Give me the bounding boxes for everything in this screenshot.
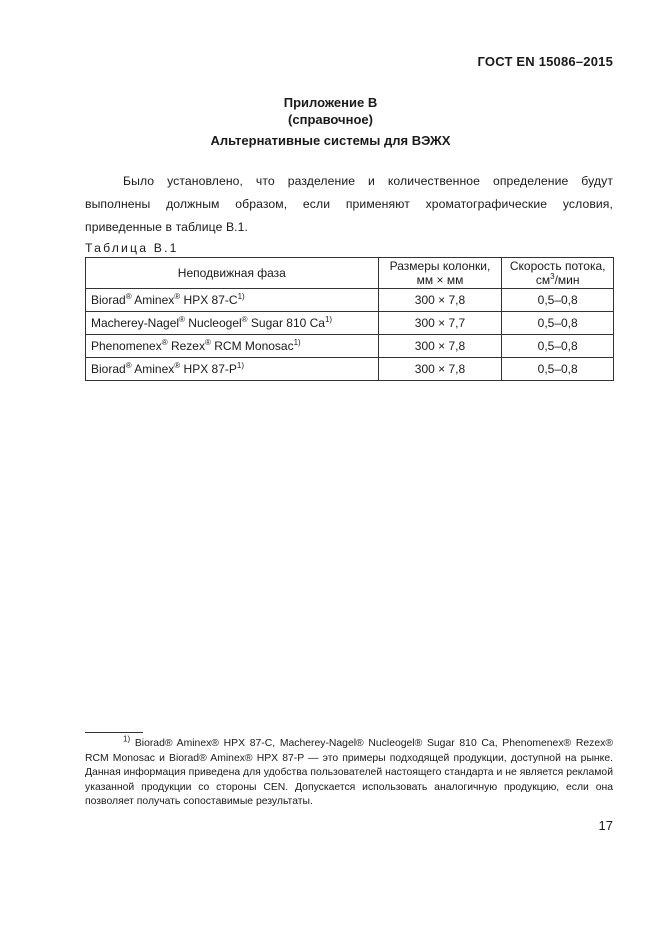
flow-cell: 0,5–0,8 — [502, 312, 614, 335]
size-cell: 300 × 7,7 — [378, 312, 502, 335]
flow-cell: 0,5–0,8 — [502, 289, 614, 312]
header-flow-unit-suffix: /мин — [554, 273, 580, 287]
phase-cell: Biorad® Aminex® HPX $87-P^{1)}$ — [86, 358, 379, 381]
annex-subtitle: (справочное) — [288, 112, 373, 127]
table-row — [86, 289, 614, 312]
table-caption: Таблица В.1 — [85, 241, 179, 255]
phase-cell: Macherey-Nagel® Nucleogel® Sugar 810 Ca$^{1)}$ — [86, 312, 379, 335]
header-stationary-phase: Неподвижная фаза — [86, 258, 379, 289]
header-size-line2: мм × мм — [416, 273, 464, 287]
annex-heading: Альтернативные системы для ВЭЖХ — [210, 133, 451, 148]
table-header-row — [86, 258, 614, 289]
header-flow-unit-exp: 3 — [550, 272, 555, 281]
page-number: 17 — [598, 818, 613, 833]
footnote-text: Biorad® Aminex® HPX 87-C, Macherey-Nagel® Nucleogel® Sugar 810 Ca, Phenomenex® Rezex® RCM Monosac и Biorad® Aminex® HPX 87-P — это примеры подходящей продукции, доступной на рынке. Данная информация приведена для удобства пользователей настоящего стандарта и не является рекламой указанной продукции со стороны CEN. Допускается использовать аналогичную продукцию, если она позволяет получать сопоставимые результаты. — [85, 738, 613, 808]
table-row — [86, 312, 614, 335]
phase-cell: Biorad® Aminex® HPX $87-C^{1)}$ — [86, 289, 379, 312]
flow-cell: 0,5–0,8 — [502, 358, 614, 381]
phase-cell: Phenomenex® Rezex® RCM Monosac$^{1)}$ — [86, 335, 379, 358]
annex-title: Приложение В — [283, 95, 378, 110]
header-flow-line1: Скорость потока, — [509, 259, 606, 273]
table-row — [86, 358, 614, 381]
registered-mark: ® — [125, 292, 132, 301]
size-cell: 300 × 7,8 — [378, 335, 502, 358]
registered-mark: ® — [241, 315, 248, 324]
footnote-ref: 1) — [237, 292, 245, 301]
footnote-ref: 1) — [236, 361, 245, 370]
footnote-divider — [85, 732, 143, 733]
header-column-size — [378, 258, 502, 289]
intro-paragraph: Было установлено, что разделение и количественное определение будут выполнены должным образом, если применяют хроматографические условия, приведенные в таблице В.1. — [85, 174, 613, 234]
flow-cell: 0,5–0,8 — [502, 335, 614, 358]
registered-mark: ® — [179, 315, 185, 324]
standard-code: ГОСТ EN 15086–2015 — [477, 54, 613, 69]
registered-mark: ® — [161, 338, 168, 347]
header-size-line1: Размеры колонки, — [389, 259, 491, 273]
table-row — [86, 335, 614, 358]
registered-mark: ® — [125, 361, 132, 370]
registered-mark: ® — [204, 338, 211, 347]
size-cell: 300 × 7,8 — [378, 289, 502, 312]
registered-mark: ® — [174, 292, 181, 301]
annex-title-block — [0, 94, 661, 128]
footnote-ref: 1) — [293, 338, 301, 347]
footnote-mark: 1) — [123, 734, 131, 744]
header-flow-rate — [502, 258, 614, 289]
footnote — [85, 734, 613, 810]
size-cell: 300 × 7,8 — [378, 358, 502, 381]
registered-mark: ® — [174, 361, 181, 370]
footnote-ref: 1) — [324, 315, 333, 324]
header-flow-unit-prefix: см — [535, 273, 551, 287]
hplc-systems-table — [85, 257, 614, 381]
